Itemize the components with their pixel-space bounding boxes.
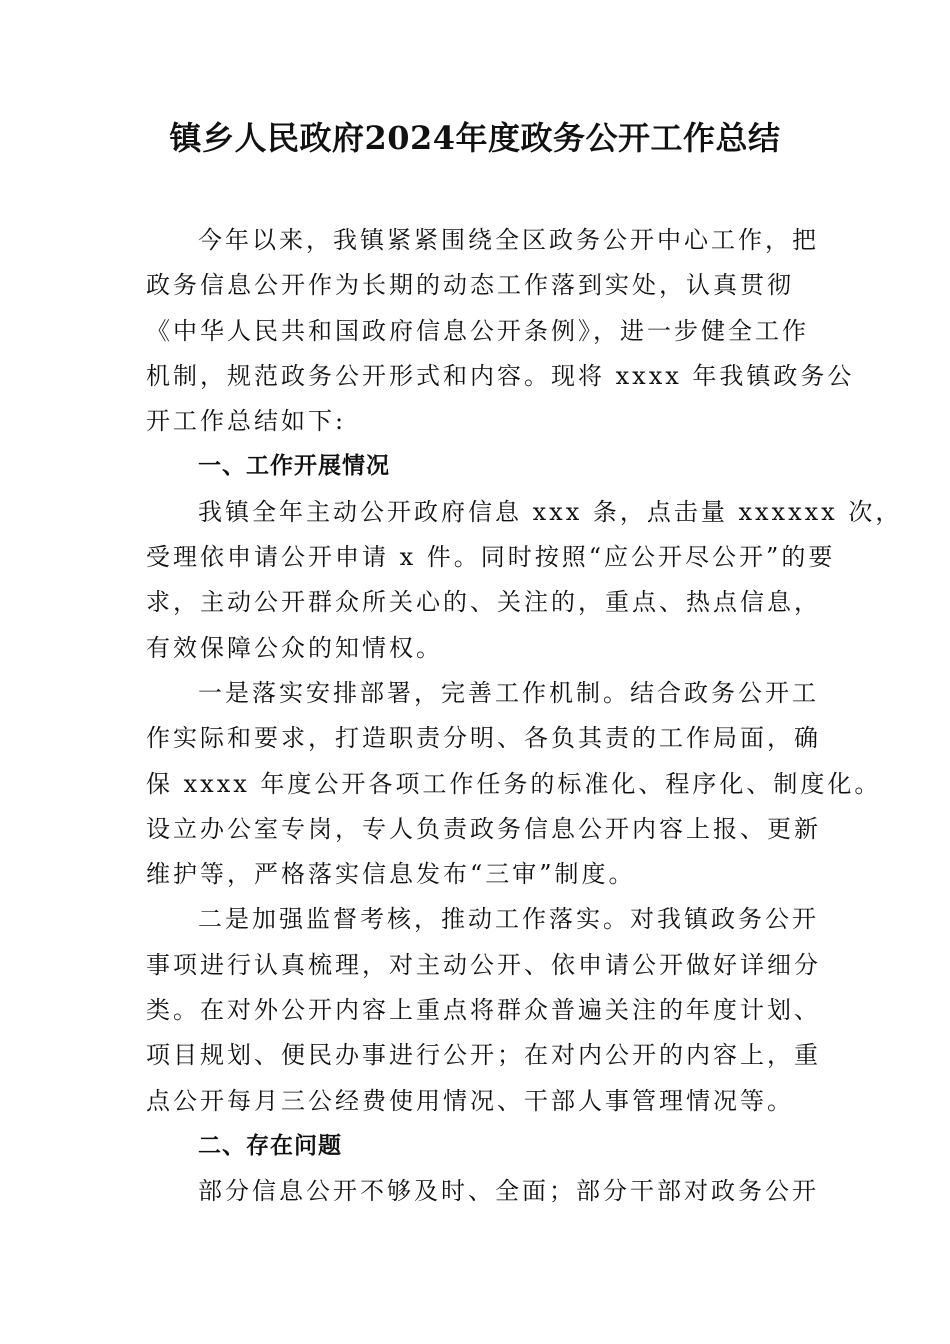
paragraph-line: 求，主动公开群众所关心的、关注的，重点、热点信息， [146, 588, 821, 617]
paragraph-line: 维护等，严格落实信息发布“三审”制度。 [146, 860, 636, 889]
paragraph-line: 作实际和要求，打造职责分明、各负其责的工作局面，确 [146, 724, 821, 753]
paragraph-line: 事项进行认真梳理，对主动公开、依申请公开做好详细分 [146, 950, 821, 979]
paragraph-line: 有效保障公众的知情权。 [146, 633, 443, 662]
section1-paragraph-1 [146, 490, 903, 671]
intro-paragraph [146, 218, 855, 444]
intro-line: 开工作总结如下: [146, 407, 347, 436]
section1-paragraph-2 [146, 671, 882, 897]
paragraph-line: 类。在对外公开内容上重点将群众普遍关注的年度计划、 [146, 996, 821, 1025]
paragraph-line: 受理依申请公开申请 x 件。同时按照“应公开尽公开”的要 [146, 543, 836, 572]
intro-line: 政务信息公开作为长期的动态工作落到实处，认真贯彻 [146, 271, 794, 300]
intro-line: 机制，规范政务公开形式和内容。现将 xxxx 年我镇政务公 [146, 361, 855, 390]
document-body [146, 218, 903, 1215]
intro-line: 《中华人民共和国政府信息公开条例》，进一步健全工作 [146, 316, 809, 345]
paragraph-line: 一是落实安排部署，完善工作机制。结合政务公开工 [198, 678, 819, 707]
section-heading-existing-problems: 二、存在问题 [198, 1132, 342, 1159]
section2-paragraph-1 [146, 1169, 830, 1214]
section1-paragraph-3 [146, 897, 830, 1123]
paragraph-line: 保 xxxx 年度公开各项工作任务的标准化、程序化、制度化。 [146, 769, 882, 798]
paragraph-line: 二是加强监督考核，推动工作落实。对我镇政务公开 [198, 905, 819, 934]
paragraph-line: 部分信息公开不够及时、全面；部分干部对政务公开 [198, 1177, 819, 1206]
paragraph-line: 设立办公室专岗，专人负责政务信息公开内容上报、更新 [146, 814, 821, 843]
paragraph-line: 我镇全年主动公开政府信息 xxx 条，点击量 xxxxxx 次， [198, 497, 903, 526]
paragraph-line: 点公开每月三公经费使用情况、干部人事管理情况等。 [146, 1086, 794, 1115]
document-title: 镇乡人民政府2024年度政务公开工作总结 [169, 119, 781, 157]
paragraph-line: 项目规划、便民办事进行公开；在对内公开的内容上，重 [146, 1041, 821, 1070]
section-heading-work-progress: 一、工作开展情况 [198, 453, 390, 480]
intro-line: 今年以来，我镇紧紧围绕全区政务公开中心工作，把 [198, 226, 819, 254]
